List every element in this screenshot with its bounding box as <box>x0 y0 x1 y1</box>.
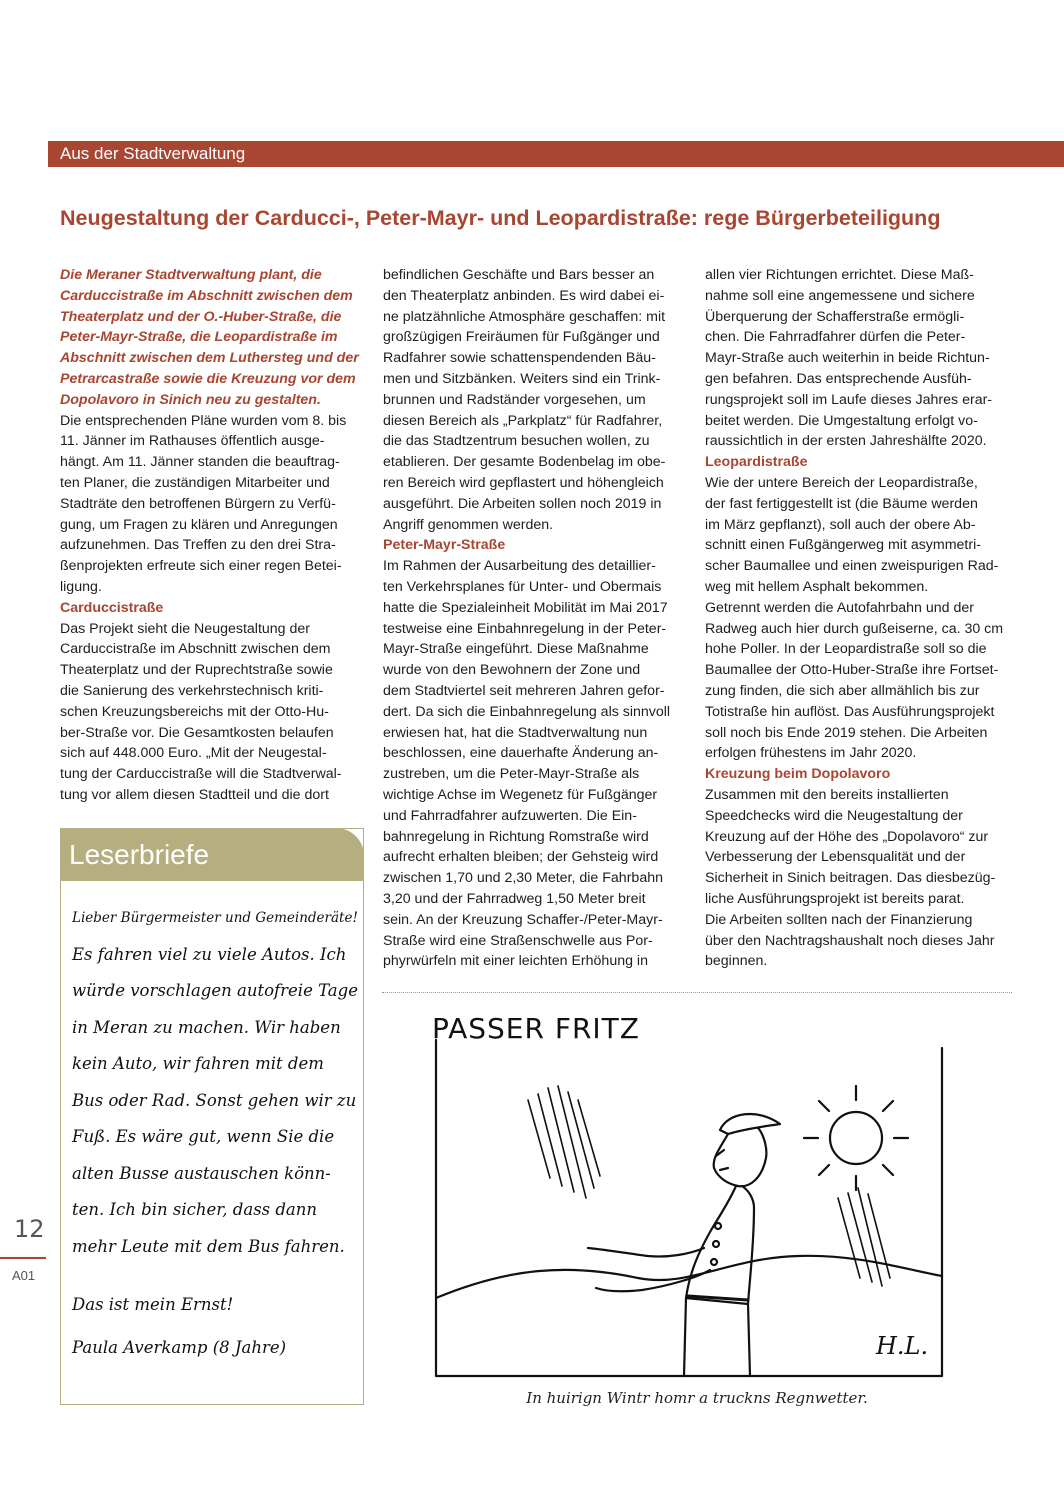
letter-closing: Das ist mein Ernst! <box>72 1295 234 1314</box>
body-line: chen. Die Fahrradfahrer dürfen die Peter- <box>705 329 966 346</box>
handwritten-letter <box>72 900 362 1366</box>
lead-line: Die Meraner Stadtverwaltung plant, die <box>60 267 322 283</box>
letter-signature: Paula Averkamp (8 Jahre) <box>72 1337 287 1357</box>
article-headline: Neugestaltung der Carducci-, Peter-Mayr- und Leopardistraße: rege Bürgerbeteiligung <box>60 206 941 230</box>
body-line: sich auf 448.000 Euro. „Mit der Neugestal- <box>60 745 327 762</box>
reader-letters-heading: Leserbriefe <box>60 828 364 881</box>
body-line: Die Arbeiten sollten nach der Finanzierung <box>705 911 973 928</box>
subheading-kreuzung-dopolavoro: Kreuzung beim Dopolavoro <box>705 766 891 783</box>
body-line: beschlossen, eine dauerhafte Änderung an- <box>383 745 659 762</box>
section-label: Aus der Stadtverwaltung <box>60 144 246 163</box>
body-line: ligung. <box>60 578 102 595</box>
body-line: gen befahren. Das entsprechende Ausfüh- <box>705 370 972 387</box>
letter-line: Es fahren viel zu viele Autos. Ich <box>72 944 347 964</box>
body-line: Überquerung der Schafferstraße ermögli- <box>705 308 965 325</box>
body-line: rungsprojekt soll im Laufe dieses Jahres erar- <box>705 391 993 408</box>
article-column-2 <box>383 265 687 972</box>
body-line: und Fahrradfahrer aufzuwerten. Die Ein- <box>383 807 637 824</box>
body-line: ber-Straße vor. Die Gesamtkosten belaufen <box>60 724 334 741</box>
body-line: ren Bereich wird gepflastert und höhengleich <box>383 474 664 491</box>
body-line: aufzunehmen. Das Treffen zu den drei Stra- <box>60 537 336 554</box>
body-line: 3,20 und der Fahrradweg 1,50 Meter breit <box>383 890 646 907</box>
body-line: Speedchecks wird die Neugestaltung der <box>705 807 963 824</box>
letter-line: ten. Ich bin sicher, dass dann <box>72 1200 318 1219</box>
body-line: zustreben, um die Peter-Mayr-Straße als <box>383 766 640 783</box>
page-code: A01 <box>12 1268 36 1283</box>
body-line: Radweg auch hier durch gußeiserne, ca. 30 cm <box>705 620 1004 637</box>
cartoon-separator <box>382 992 1012 993</box>
body-line: phyrwürfeln mit einer leichten Erhöhung in <box>383 953 648 970</box>
body-line: Die entsprechenden Pläne wurden vom 8. bis <box>60 412 347 429</box>
letter-line: Lieber Bürgermeister und Gemeinderäte! <box>72 910 358 926</box>
body-line: Angriff genommen werden. <box>383 516 554 533</box>
body-line: Sicherheit in Sinich beitragen. Das diesbezüg- <box>705 870 996 887</box>
body-line: hängt. Am 11. Jänner standen die beauftrag- <box>60 454 340 471</box>
lead-line: Petrarcastraße sowie die Kreuzung vor dem <box>60 370 356 387</box>
page-number: 12 <box>14 1215 45 1243</box>
body-line: Mayr-Straße auch weiterhin in beide Richtun- <box>705 350 990 367</box>
lead-line: Dopolavoro in Sinich neu zu gestalten. <box>60 391 321 408</box>
body-line: weg mit hellem Asphalt bekommen. <box>705 578 929 595</box>
body-line: hohe Poller. In der Leopardistraße soll so die <box>705 641 987 658</box>
lead-line: Peter-Mayr-Straße, die Leopardistraße im <box>60 329 338 346</box>
body-line: scher Baumallee und einen zweispurigen Rad- <box>705 558 999 575</box>
body-line: schnitt einen Fußgängerweg mit asymmetri- <box>705 537 981 554</box>
subheading-carduccistrasse: Carduccistraße <box>60 599 164 616</box>
rain-lines <box>528 1086 600 1198</box>
body-line: allen vier Richtungen errichtet. Diese Maß- <box>705 267 974 283</box>
body-line: die Sanierung des verkehrstechnisch kriti- <box>60 682 324 699</box>
letter-line: alten Busse austauschen könn- <box>72 1163 331 1183</box>
lead-line: Theaterplatz und der O.-Huber-Straße, die <box>60 308 342 325</box>
body-line: den Theaterplatz anbinden. Es wird dabei ei- <box>383 287 665 304</box>
body-line: 11. Jänner im Rathauses öffentlich ausge- <box>60 433 325 450</box>
cartoon-caption: In huirign Wintr homr a truckns Regnwetter. <box>526 1389 868 1407</box>
body-line: raussichtlich in der ersten Jahreshälfte 2020. <box>705 433 987 450</box>
body-line: testweise eine Einbahnregelung in der Peter- <box>383 620 667 637</box>
body-line: Totistraße hin auflöst. Das Ausführungsprojekt <box>705 703 995 720</box>
letter-line: würde vorschlagen autofreie Tage <box>72 981 358 1000</box>
letter-line: Fuß. Es wäre gut, wenn Sie die <box>72 1127 335 1146</box>
body-line: diesen Bereich als „Parkplatz“ für Radfahrer, <box>383 412 663 429</box>
body-line: Wie der untere Bereich der Leopardistraße, <box>705 474 978 491</box>
body-line: men und Sitzbänken. Weiters sind ein Trink- <box>383 370 661 387</box>
body-line: ßenprojekten erfreute sich einer regen Betei- <box>60 558 342 575</box>
letter-line: in Meran zu machen. Wir haben <box>72 1017 341 1037</box>
body-line: ten Verkehrsplanes für Unter- und Obermais <box>383 578 662 595</box>
body-line: wurde von den Bewohnern der Zone und <box>383 662 641 679</box>
body-line: Kreuzung auf der Höhe des „Dopolavoro“ zur <box>705 828 989 845</box>
body-line: zung finden, die sich aber allmählich bis zur <box>705 682 980 699</box>
body-line: gung, um Fragen zu klären und Anregungen <box>60 516 338 533</box>
body-line: Im Rahmen der Ausarbeitung des detaillier- <box>383 558 656 575</box>
body-line: ten Planer, die zuständigen Mitarbeiter und <box>60 474 330 491</box>
body-line: Das Projekt sieht die Neugestaltung der <box>60 620 310 637</box>
cartoon-frame <box>436 1040 942 1376</box>
article-column-1 <box>60 265 364 806</box>
body-line: Verbesserung der Lebensqualität und der <box>705 849 966 866</box>
body-line: die das Stadtzentrum besuchen wollen, zu <box>383 433 650 450</box>
body-line: großzügigen Freiräumen für Fußgänger und <box>383 329 660 346</box>
body-line: Getrennt werden die Autofahrbahn und der <box>705 599 974 616</box>
sun-icon <box>830 1112 882 1164</box>
body-line: Zusammen mit den bereits installierten <box>705 786 949 803</box>
body-line: Theaterplatz und der Ruprechtstraße sowie <box>60 662 333 679</box>
cartoon-initials: H.L. <box>876 1332 929 1360</box>
body-line: Radfahrer sowie schattenspendenden Bäu- <box>383 350 656 367</box>
body-line: im März gepflanzt), soll auch der obere Ab- <box>705 516 976 533</box>
body-line: dert. Da sich die Einbahnregelung als sinnvoll <box>383 703 671 720</box>
body-line: ausgeführt. Die Arbeiten sollen noch 2019 in <box>383 495 662 512</box>
body-line: Baumallee der Otto-Huber-Straße ihre Fortset- <box>705 662 999 679</box>
body-line: erwiesen hat, hat die Stadtverwaltung nun <box>383 724 648 741</box>
body-line: über den Nachtragshaushalt noch dieses Jahr <box>705 932 995 949</box>
body-line: beginnen. <box>705 953 768 970</box>
body-line: ne platzähnliche Atmosphäre geschaffen: mit <box>383 308 666 325</box>
body-line: befindlichen Geschäfte und Bars besser an <box>383 267 655 283</box>
body-line: Straße wird eine Straßenschwelle aus Por- <box>383 932 653 949</box>
body-line: erfolgen frühestens im Jahr 2020. <box>705 745 917 762</box>
body-line: dem Stadtviertel seit mehreren Jahren gefor- <box>383 682 665 699</box>
body-line: der fast fertiggestellt ist (die Bäume werden <box>705 495 978 512</box>
lead-line: Abschnitt zwischen dem Luthersteg und der <box>60 350 359 367</box>
body-line: sein. An der Kreuzung Schaffer-/Peter-Mayr- <box>383 911 663 928</box>
body-line: tung vor allem diesen Stadtteil und die dort <box>60 786 329 803</box>
lead-line: Carduccistraße im Abschnitt zwischen dem <box>60 287 353 304</box>
body-line: Mayr-Straße eingeführt. Diese Maßnahme <box>383 641 649 658</box>
body-line: etablieren. Der gesamte Bodenbelag im obe- <box>383 454 666 471</box>
body-line: brunnen und Radständer vorgesehen, um <box>383 391 646 408</box>
body-line: aufrecht erhalten bleiben; der Gehsteig wird <box>383 849 659 866</box>
body-line: soll noch bis Ende 2019 stehen. Die Arbeiten <box>705 724 988 741</box>
subheading-peter-mayr-strasse: Peter-Mayr-Straße <box>383 537 506 554</box>
body-line: Stadträte den betroffenen Bürgern zu Verfü- <box>60 495 336 512</box>
body-line: zwischen 1,70 und 2,30 Meter, die Fahrbahn <box>383 870 663 887</box>
section-header-bar <box>48 141 1064 167</box>
subheading-leopardistrasse: Leopardistraße <box>705 454 808 471</box>
body-line: beitet werden. Die Umgestaltung erfolgt vo- <box>705 412 978 429</box>
letter-line: mehr Leute mit dem Bus fahren. <box>72 1236 345 1256</box>
body-line: nahme soll eine angemessene und sichere <box>705 287 975 304</box>
article-column-3 <box>705 265 1010 972</box>
cartoon-drawing <box>428 1008 948 1388</box>
page-number-rule <box>0 1257 46 1259</box>
letter-line: Bus oder Rad. Sonst gehen wir zu <box>72 1090 357 1110</box>
body-line: Carduccistraße im Abschnitt zwischen dem <box>60 641 331 658</box>
body-line: liche Ausführungsprojekt ist bereits parat. <box>705 890 965 907</box>
body-line: schen Kreuzungsbereichs mit der Otto-Hu- <box>60 703 329 720</box>
cartoon-title: PASSER FRITZ <box>432 1012 640 1045</box>
letter-line: kein Auto, wir fahren mit dem <box>72 1054 324 1073</box>
body-line: tung der Carduccistraße will die Stadtverwal- <box>60 766 342 783</box>
body-line: bahnregelung in Richtung Romstraße wird <box>383 828 649 845</box>
body-line: hatte die Spezialeinheit Mobilität im Mai 2017 <box>383 599 668 616</box>
body-line: wichtige Achse im Wegenetz für Fußgänger <box>383 786 658 803</box>
